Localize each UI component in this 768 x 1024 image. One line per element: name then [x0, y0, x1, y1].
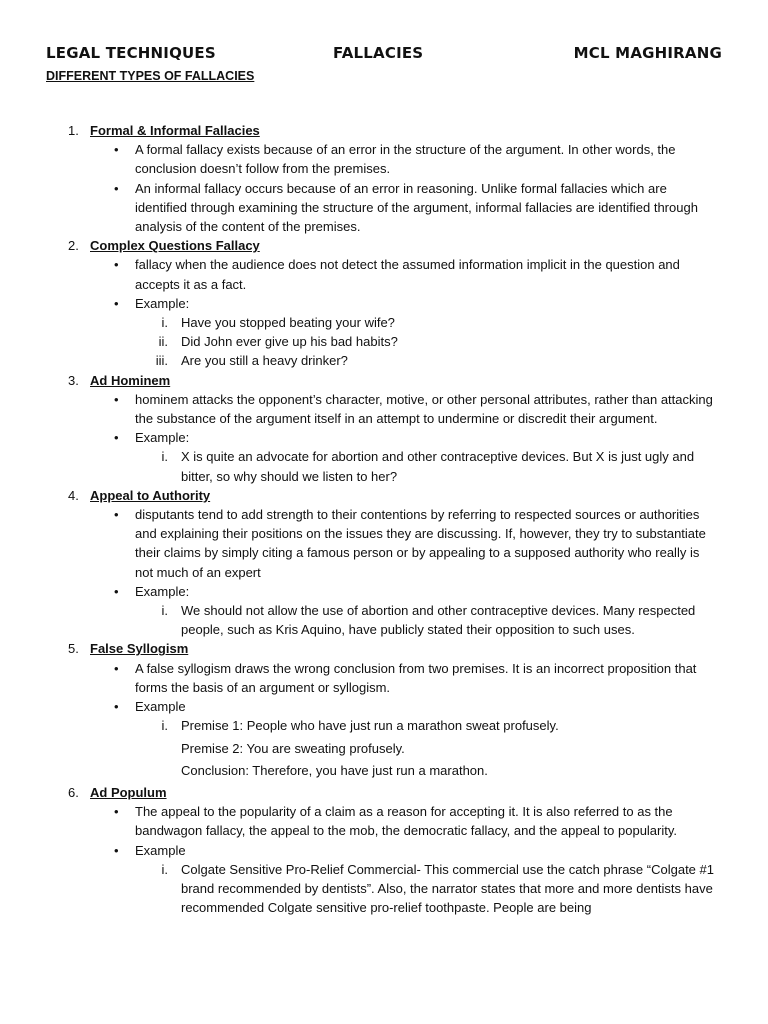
- section-number: 3.: [68, 372, 79, 388]
- example-number: i.: [161, 603, 168, 619]
- example-item: [0, 351, 768, 370]
- bullet-text: The appeal to the popularity of a claim as a reason for accepting it. It is also referred to as the bandwagon fallacy, the appeal to the mob, the democratic fallacy, and the appeal to popularity.: [135, 804, 678, 839]
- header-author: MCL MAGHIRANG: [573, 44, 722, 62]
- section-ad-populum: [0, 783, 768, 917]
- example-number: ii.: [158, 334, 168, 350]
- example-text: Have you stopped beating your wife?: [181, 315, 395, 331]
- bullet-item: [0, 505, 768, 582]
- example-item: [0, 447, 768, 485]
- bullet-text: An informal fallacy occurs because of an error in reasoning. Unlike formal fallacies which are identified through examining the structure of the argument, informal fallacies are identified through analysis of the content of the premises.: [135, 180, 698, 235]
- section-title: Ad Populum: [90, 784, 167, 800]
- example-continuation: Premise 2: You are sweating profusely.: [181, 740, 405, 756]
- bullet-item: [0, 390, 768, 428]
- section-appeal-to-authority: [0, 486, 768, 640]
- section-complex-questions: [0, 236, 768, 370]
- bullet-icon: •: [114, 660, 119, 676]
- bullet-item: [0, 428, 768, 447]
- example-text: We should not allow the use of abortion and other contraceptive devices. Many respected people, such as Kris Aquino, have publicly stated their opposition to such uses.: [181, 603, 696, 638]
- section-heading: [0, 486, 768, 505]
- bullet-text: Example:: [135, 583, 190, 599]
- example-item: [0, 860, 768, 918]
- example-number: i.: [161, 449, 168, 465]
- section-number: 6.: [68, 784, 79, 800]
- section-heading: [0, 639, 768, 658]
- bullet-item: [0, 697, 768, 716]
- bullet-icon: •: [114, 507, 119, 523]
- bullet-text: fallacy when the audience does not detect the assumed information implicit in the question and accepts it as a fact.: [135, 257, 680, 292]
- bullet-item: [0, 294, 768, 313]
- bullet-text: Example: [135, 699, 186, 715]
- section-number: 2.: [68, 238, 79, 254]
- section-heading: [0, 121, 768, 140]
- example-item: [0, 716, 768, 735]
- example-text: Are you still a heavy drinker?: [181, 353, 348, 369]
- bullet-text: Example:: [135, 295, 190, 311]
- example-text: X is quite an advocate for abortion and other contraceptive devices. But X is just ugly and bitter, so why should we listen to her?: [181, 449, 695, 484]
- example-text: Premise 1: People who have just run a marathon sweat profusely.: [181, 718, 559, 734]
- bullet-icon: •: [114, 804, 119, 820]
- bullet-icon: •: [114, 430, 119, 446]
- example-number: iii.: [155, 353, 168, 369]
- example-item: [0, 601, 768, 639]
- bullet-text: hominem attacks the opponent’s character, motive, or other personal attributes, rather than attacking the substance of the argument itself in an attempt to undermine or discredit their argument.: [135, 391, 713, 427]
- bullet-text: A false syllogism draws the wrong conclusion from two premises. It is an incorrect proposition that forms the basis of an argument or syllogism.: [135, 660, 697, 695]
- page-header: [46, 44, 722, 66]
- document-content: [0, 121, 768, 917]
- section-title: Complex Questions Fallacy: [90, 238, 260, 254]
- example-text: Did John ever give up his bad habits?: [181, 334, 398, 350]
- bullet-icon: •: [114, 842, 119, 858]
- bullet-item: [0, 659, 768, 697]
- bullet-item: [0, 582, 768, 601]
- example-continuation: Conclusion: Therefore, you have just run a marathon.: [181, 762, 488, 778]
- bullet-icon: •: [114, 699, 119, 715]
- section-number: 1.: [68, 123, 79, 138]
- bullet-item: [0, 255, 768, 293]
- bullet-item: [0, 841, 768, 860]
- bullet-icon: •: [114, 583, 119, 599]
- example-number: i.: [161, 861, 168, 877]
- example-item: [0, 332, 768, 351]
- bullet-icon: •: [114, 142, 119, 158]
- bullet-text: disputants tend to add strength to their contentions by referring to respected sources or authorities and explaining their positions on the issues they are discussing. If, however, they try to substantiate their claims by simply citing a famous person or by appealing to a supposed authority who really is not much of an expert: [135, 507, 706, 580]
- section-number: 5.: [68, 641, 79, 657]
- section-false-syllogism: [0, 639, 768, 779]
- section-heading: [0, 783, 768, 802]
- section-number: 4.: [68, 487, 79, 503]
- bullet-item: [0, 179, 768, 237]
- bullet-item: [0, 140, 768, 178]
- section-title: False Syllogism: [90, 641, 189, 657]
- bullet-icon: •: [114, 180, 119, 196]
- section-heading: [0, 371, 768, 390]
- section-heading: [0, 236, 768, 255]
- example-number: i.: [161, 315, 168, 331]
- bullet-icon: •: [114, 295, 119, 311]
- section-ad-hominem: [0, 371, 768, 486]
- bullet-text: Example: [135, 842, 186, 858]
- bullet-icon: •: [114, 391, 119, 407]
- example-number: i.: [161, 718, 168, 734]
- bullet-text: A formal fallacy exists because of an error in the structure of the argument. In other words, the conclusion doesn’t follow from the premises.: [135, 142, 676, 177]
- header-topic: FALLACIES: [333, 44, 424, 62]
- bullet-item: [0, 802, 768, 840]
- document-subtitle: DIFFERENT TYPES OF FALLACIES: [46, 69, 255, 83]
- header-course: LEGAL TECHNIQUES: [46, 44, 216, 62]
- section-title: Ad Hominem: [90, 372, 171, 388]
- section-title: Appeal to Authority: [90, 487, 211, 503]
- section-title: Formal & Informal Fallacies: [90, 123, 260, 138]
- example-item: [0, 313, 768, 332]
- example-text: Colgate Sensitive Pro-Relief Commercial- This commercial use the catch phrase “Colgate #1 brand recommended by dentists”. Also, the narrator states that more and more dentists have recommended Colgate sensitive pro-relief toothpaste. People are being: [181, 861, 714, 916]
- bullet-text: Example:: [135, 430, 190, 446]
- bullet-icon: •: [114, 257, 119, 273]
- section-formal-informal: [0, 121, 768, 236]
